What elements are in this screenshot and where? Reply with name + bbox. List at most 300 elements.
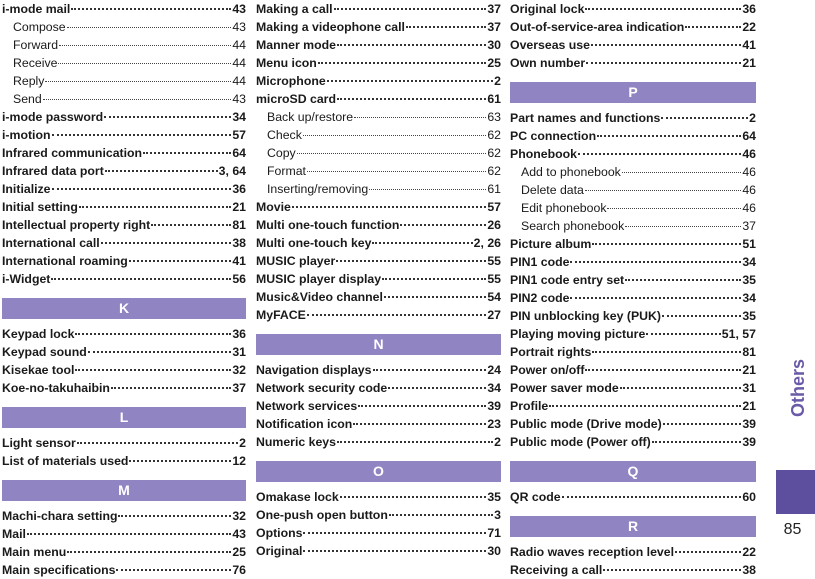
entry-page-ref: 71 [487, 526, 501, 540]
index-entry [510, 488, 756, 506]
index-entry [510, 379, 756, 397]
index-entry [2, 252, 246, 270]
index-entry [2, 561, 246, 579]
entry-term: microSD card [256, 92, 336, 106]
entry-page-ref: 43 [232, 2, 246, 16]
dot-leader [67, 551, 231, 553]
dot-leader [303, 550, 486, 552]
entry-term: Delete data [521, 183, 584, 197]
dot-leader [603, 569, 741, 571]
index-entry [510, 109, 756, 127]
entry-term: Intellectual property right [2, 218, 151, 232]
entry-term: International roaming [2, 254, 128, 268]
entry-term: Machi-chara setting [2, 509, 118, 523]
entry-term: i-motion [2, 128, 51, 142]
index-entry [256, 234, 501, 252]
entry-page-ref: 34 [487, 381, 501, 395]
index-entry [256, 379, 501, 397]
index-entry [256, 18, 501, 36]
entry-term: Public mode (Power off) [510, 435, 651, 449]
entry-term: MUSIC player [256, 254, 336, 268]
section-header-o: O [256, 461, 501, 482]
index-column-1 [2, 0, 246, 579]
index-entry [510, 271, 756, 289]
dot-leader [297, 153, 487, 154]
entry-term: Search phonebook [521, 219, 625, 233]
entry-page-ref: 21 [742, 56, 756, 70]
entry-page-ref: 35 [742, 273, 756, 287]
entry-page-ref: 46 [742, 183, 756, 197]
index-entry [2, 270, 246, 288]
entry-term: Multi one-touch key [256, 236, 372, 250]
entry-term: Notification icon [256, 417, 353, 431]
index-entry [510, 289, 756, 307]
dot-leader [77, 442, 238, 444]
dot-leader [51, 278, 231, 280]
entry-term: Microphone [256, 74, 326, 88]
dot-leader [578, 153, 741, 155]
entry-term: Public mode (Drive mode) [510, 417, 662, 431]
entry-term: Copy [267, 146, 296, 160]
index-entry [510, 145, 756, 163]
dot-leader [652, 441, 742, 443]
entry-page-ref: 44 [232, 74, 246, 88]
entry-term: i-mode mail [2, 2, 71, 16]
index-entry [256, 415, 501, 433]
entry-page-ref: 12 [232, 454, 246, 468]
entry-page-ref: 55 [487, 254, 501, 268]
index-entry [256, 361, 501, 379]
entry-term: Multi one-touch function [256, 218, 400, 232]
dot-leader [400, 224, 486, 226]
dot-leader [318, 62, 487, 64]
entry-page-ref: 23 [487, 417, 501, 431]
entry-page-ref: 38 [232, 236, 246, 250]
dot-leader [327, 80, 493, 82]
entry-term: Forward [13, 38, 59, 52]
entry-term: Making a call [256, 2, 333, 16]
dot-leader [129, 260, 232, 262]
entry-term: MyFACE [256, 308, 306, 322]
index-entry [2, 198, 246, 216]
dot-leader [307, 314, 486, 316]
section-header-m: M [2, 480, 246, 501]
page-number: 85 [783, 521, 802, 538]
entry-page-ref: 41 [232, 254, 246, 268]
index-entry [2, 361, 246, 379]
index-subentry [510, 217, 756, 235]
entry-term: i-Widget [2, 272, 51, 286]
index-subentry [2, 54, 246, 72]
index-entry [510, 343, 756, 361]
entry-page-ref: 43 [232, 20, 246, 34]
dot-leader [625, 226, 741, 227]
entry-page-ref: 51, 57 [721, 327, 756, 341]
dot-leader [52, 134, 232, 136]
entry-term: Movie [256, 200, 291, 214]
index-entry [256, 542, 501, 560]
section-tab-label: Others [788, 358, 808, 418]
entry-term: i-mode password [2, 110, 104, 124]
index-entry [256, 36, 501, 54]
entry-term: Network security code [256, 381, 388, 395]
entry-term: Original [256, 544, 303, 558]
entry-term: PIN unblocking key (PUK) [510, 309, 661, 323]
entry-term: Options [256, 526, 303, 540]
dot-leader [307, 171, 486, 172]
entry-term: Main specifications [2, 563, 116, 577]
dot-leader [570, 261, 741, 263]
dot-leader [340, 496, 487, 498]
index-entry [256, 270, 501, 288]
entry-term: Keypad sound [2, 345, 87, 359]
dot-leader [303, 532, 486, 534]
entry-page-ref: 2 [494, 74, 501, 88]
entry-term: International call [2, 236, 100, 250]
dot-leader [59, 45, 231, 46]
index-subentry [256, 180, 501, 198]
dot-leader [354, 117, 486, 118]
dot-leader [151, 224, 231, 226]
dot-leader [661, 117, 748, 119]
entry-term: Infrared communication [2, 146, 143, 160]
entry-term: Initial setting [2, 200, 78, 214]
entry-term: Receive [13, 56, 58, 70]
entry-term: Navigation displays [256, 363, 372, 377]
dot-leader [585, 369, 741, 371]
dot-leader [549, 405, 741, 407]
entry-term: One-push open button [256, 508, 388, 522]
index-subentry [256, 144, 501, 162]
entry-term: Profile [510, 399, 549, 413]
index-entry [256, 397, 501, 415]
index-entry [510, 54, 756, 72]
dot-leader [337, 441, 493, 443]
dot-leader [111, 387, 231, 389]
entry-page-ref: 35 [742, 309, 756, 323]
index-entry [510, 307, 756, 325]
index-entry [2, 507, 246, 525]
entry-term: Power saver mode [510, 381, 619, 395]
entry-page-ref: 81 [742, 345, 756, 359]
index-entry [256, 198, 501, 216]
entry-page-ref: 64 [742, 129, 756, 143]
entry-term: Initialize [2, 182, 51, 196]
index-column-2 [256, 0, 501, 560]
dot-leader [105, 170, 218, 172]
entry-page-ref: 62 [487, 128, 501, 142]
index-subentry [510, 181, 756, 199]
dot-leader [585, 8, 741, 10]
dot-leader [358, 405, 486, 407]
entry-page-ref: 57 [487, 200, 501, 214]
index-entry [256, 216, 501, 234]
index-entry [2, 434, 246, 452]
dot-leader [101, 242, 232, 244]
index-entry [256, 90, 501, 108]
index-entry [2, 234, 246, 252]
dot-leader [373, 369, 487, 371]
entry-term: PIN1 code entry set [510, 273, 625, 287]
dot-leader [67, 27, 232, 28]
entry-term: Infrared data port [2, 164, 104, 178]
index-entry [256, 54, 501, 72]
entry-term: Compose [13, 20, 66, 34]
section-header-p: P [510, 82, 756, 103]
entry-term: Receiving a call [510, 563, 603, 577]
section-header-r: R [510, 516, 756, 537]
entry-page-ref: 32 [232, 509, 246, 523]
entry-page-ref: 32 [232, 363, 246, 377]
entry-term: List of materials used [2, 454, 129, 468]
entry-term: Power on/off [510, 363, 585, 377]
dot-leader [388, 387, 486, 389]
entry-page-ref: 43 [232, 92, 246, 106]
section-header-q: Q [510, 461, 756, 482]
dot-leader [622, 172, 741, 173]
dot-leader [58, 63, 231, 64]
dot-leader [570, 297, 741, 299]
entry-page-ref: 27 [487, 308, 501, 322]
entry-page-ref: 36 [232, 327, 246, 341]
entry-term: Kisekae tool [2, 363, 75, 377]
entry-page-ref: 37 [742, 219, 756, 233]
index-entry [256, 252, 501, 270]
entry-term: PIN2 code [510, 291, 570, 305]
entry-page-ref: 3, 64 [218, 164, 246, 178]
entry-term: Numeric keys [256, 435, 336, 449]
entry-page-ref: 21 [232, 200, 246, 214]
section-tab [776, 470, 815, 514]
index-entry [510, 433, 756, 451]
entry-page-ref: 38 [742, 563, 756, 577]
index-entry [2, 108, 246, 126]
entry-term: PIN1 code [510, 255, 570, 269]
index-entry [2, 379, 246, 397]
dot-leader [662, 315, 741, 317]
index-entry [2, 525, 246, 543]
dot-leader [389, 514, 493, 516]
index-entry [510, 36, 756, 54]
dot-leader [116, 569, 231, 571]
dot-leader [292, 206, 486, 208]
entry-term: Picture album [510, 237, 592, 251]
entry-page-ref: 61 [487, 182, 501, 196]
entry-term: Menu icon [256, 56, 317, 70]
dot-leader [406, 26, 486, 28]
index-entry [2, 0, 246, 18]
index-entry [510, 361, 756, 379]
index-entry [256, 524, 501, 542]
dot-leader [27, 533, 231, 535]
index-subentry [2, 90, 246, 108]
section-header-k: K [2, 298, 246, 319]
dot-leader [43, 99, 232, 100]
entry-page-ref: 2 [494, 435, 501, 449]
entry-term: Music&Video channel [256, 290, 383, 304]
entry-term: Own number [510, 56, 586, 70]
entry-term: Back up/restore [267, 110, 354, 124]
entry-page-ref: 25 [232, 545, 246, 559]
index-entry [510, 397, 756, 415]
entry-term: Part names and functions [510, 111, 661, 125]
index-entry [256, 506, 501, 524]
dot-leader [143, 152, 231, 154]
entry-page-ref: 39 [742, 435, 756, 449]
entry-page-ref: 24 [487, 363, 501, 377]
entry-page-ref: 81 [232, 218, 246, 232]
entry-term: Making a videophone call [256, 20, 405, 34]
index-entry [510, 127, 756, 145]
entry-page-ref: 46 [742, 147, 756, 161]
entry-page-ref: 63 [487, 110, 501, 124]
dot-leader [369, 189, 486, 190]
dot-leader [104, 116, 231, 118]
dot-leader [591, 44, 741, 46]
index-entry [256, 72, 501, 90]
entry-page-ref: 30 [487, 38, 501, 52]
index-subentry [2, 18, 246, 36]
entry-page-ref: 22 [742, 20, 756, 34]
index-subentry [510, 199, 756, 217]
index-entry [2, 162, 246, 180]
entry-page-ref: 57 [232, 128, 246, 142]
index-entry [510, 543, 756, 561]
index-entry [2, 452, 246, 470]
entry-page-ref: 61 [487, 92, 501, 106]
entry-page-ref: 46 [742, 201, 756, 215]
entry-page-ref: 2, 26 [473, 236, 501, 250]
index-entry [256, 0, 501, 18]
entry-page-ref: 76 [232, 563, 246, 577]
entry-page-ref: 26 [487, 218, 501, 232]
dot-leader [75, 369, 231, 371]
entry-page-ref: 37 [232, 381, 246, 395]
dot-leader [562, 496, 742, 498]
dot-leader [585, 190, 741, 191]
entry-page-ref: 60 [742, 490, 756, 504]
entry-page-ref: 31 [232, 345, 246, 359]
entry-page-ref: 36 [742, 2, 756, 16]
entry-page-ref: 2 [749, 111, 756, 125]
entry-term: Phonebook [510, 147, 577, 161]
entry-term: Format [267, 164, 306, 178]
entry-page-ref: 34 [742, 255, 756, 269]
index-entry [510, 18, 756, 36]
index-entry [510, 235, 756, 253]
index-subentry [510, 163, 756, 181]
entry-term: Network services [256, 399, 358, 413]
entry-page-ref: 31 [742, 381, 756, 395]
index-entry [256, 433, 501, 451]
index-entry [510, 253, 756, 271]
index-subentry [256, 108, 501, 126]
dot-leader [592, 351, 741, 353]
dot-leader [607, 208, 741, 209]
dot-leader [45, 81, 231, 82]
entry-page-ref: 62 [487, 146, 501, 160]
dot-leader [597, 135, 741, 137]
entry-page-ref: 34 [232, 110, 246, 124]
entry-term: Omakase lock [256, 490, 339, 504]
entry-page-ref: 54 [487, 290, 501, 304]
dot-leader [592, 243, 741, 245]
dot-leader [79, 206, 231, 208]
dot-leader [118, 515, 231, 517]
entry-page-ref: 64 [232, 146, 246, 160]
section-header-l: L [2, 407, 246, 428]
index-entry [510, 0, 756, 18]
entry-term: QR code [510, 490, 561, 504]
index-subentry [256, 126, 501, 144]
index-entry [2, 343, 246, 361]
index-entry [2, 543, 246, 561]
dot-leader [88, 351, 232, 353]
entry-page-ref: 3 [494, 508, 501, 522]
index-entry [256, 306, 501, 324]
dot-leader [353, 423, 486, 425]
entry-page-ref: 56 [232, 272, 246, 286]
entry-page-ref: 62 [487, 164, 501, 178]
entry-page-ref: 35 [487, 490, 501, 504]
index-entry [510, 561, 756, 579]
entry-term: Koe-no-takuhaibin [2, 381, 110, 395]
dot-leader [303, 135, 486, 136]
dot-leader [75, 333, 231, 335]
index-entry [2, 144, 246, 162]
entry-term: Original lock [510, 2, 585, 16]
entry-page-ref: 22 [742, 545, 756, 559]
index-entry [2, 126, 246, 144]
index-entry [2, 180, 246, 198]
dot-leader [336, 260, 486, 262]
index-entry [510, 415, 756, 433]
entry-page-ref: 43 [232, 527, 246, 541]
entry-term: Playing moving picture [510, 327, 646, 341]
entry-term: MUSIC player display [256, 272, 382, 286]
dot-leader [646, 333, 721, 335]
dot-leader [129, 460, 231, 462]
entry-term: Light sensor [2, 436, 76, 450]
index-entry [256, 488, 501, 506]
index-subentry [2, 36, 246, 54]
dot-leader [372, 242, 472, 244]
entry-term: Main menu [2, 545, 67, 559]
entry-page-ref: 34 [742, 291, 756, 305]
dot-leader [334, 8, 487, 10]
dot-leader [337, 44, 486, 46]
dot-leader [382, 278, 486, 280]
section-header-n: N [256, 334, 501, 355]
entry-page-ref: 21 [742, 363, 756, 377]
index-subentry [2, 72, 246, 90]
dot-leader [337, 98, 486, 100]
entry-term: Reply [13, 74, 45, 88]
entry-term: Check [267, 128, 302, 142]
entry-page-ref: 39 [742, 417, 756, 431]
entry-term: Portrait rights [510, 345, 592, 359]
index-entry [256, 288, 501, 306]
entry-page-ref: 37 [487, 2, 501, 16]
entry-page-ref: 25 [487, 56, 501, 70]
entry-term: Inserting/removing [267, 182, 369, 196]
dot-leader [71, 8, 231, 10]
dot-leader [620, 387, 742, 389]
entry-page-ref: 2 [239, 436, 246, 450]
dot-leader [384, 296, 486, 298]
entry-term: Out-of-service-area indication [510, 20, 685, 34]
dot-leader [625, 279, 741, 281]
